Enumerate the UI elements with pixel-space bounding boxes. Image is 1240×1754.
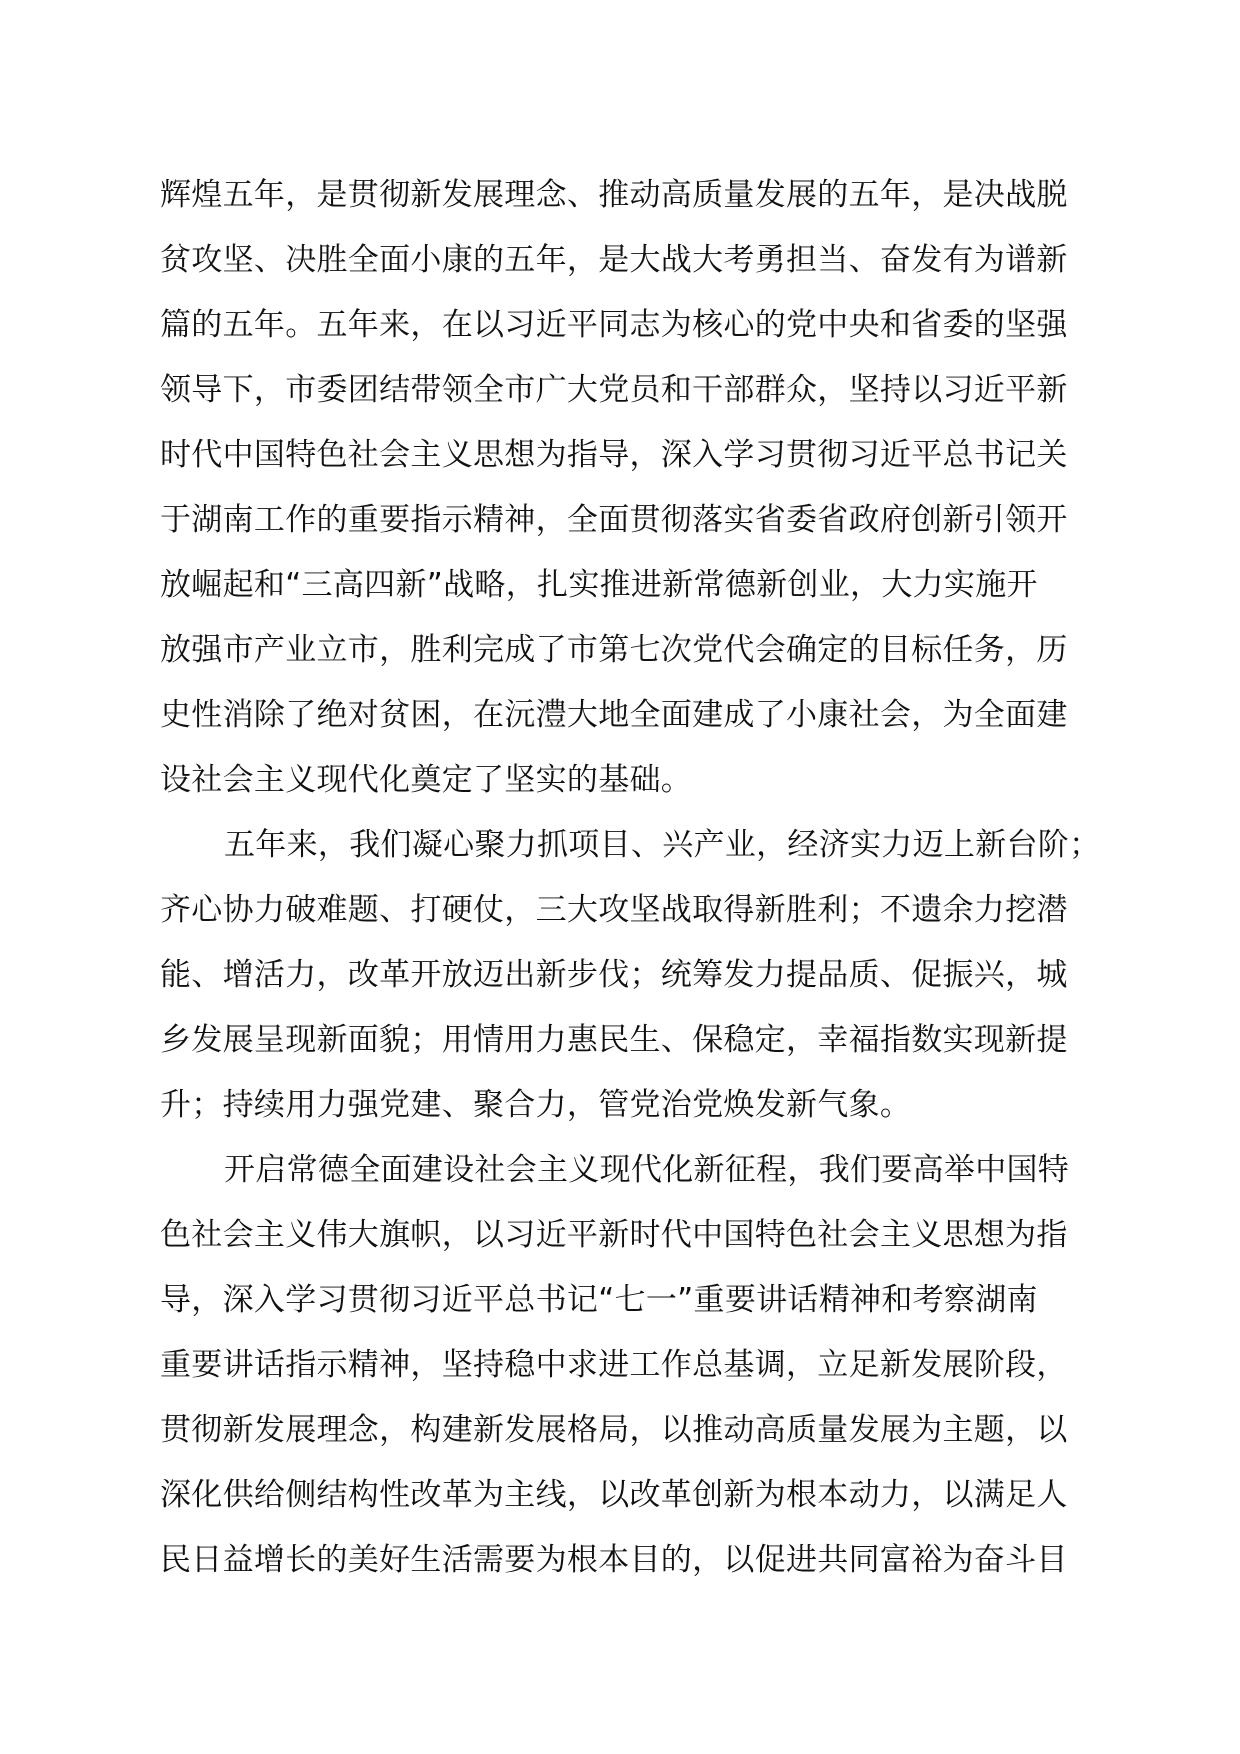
text-line: 贫攻坚、决胜全面小康的五年，是大战大考勇担当、奋发有为谱新 — [160, 242, 1068, 278]
text-line: 篇的五年。五年来，在以习近平同志为核心的党中央和省委的坚强 — [160, 307, 1068, 343]
text-line: 色社会主义伟大旗帜，以习近平新时代中国特色社会主义思想为指 — [160, 1217, 1068, 1253]
text-line: 史性消除了绝对贫困，在沅澧大地全面建成了小康社会，为全面建 — [160, 697, 1068, 733]
text-line: 贯彻新发展理念，构建新发展格局，以推动高质量发展为主题，以 — [160, 1412, 1068, 1448]
text-line: 领导下，市委团结带领全市广大党员和干部群众，坚持以习近平新 — [160, 372, 1068, 408]
text-line: 乡发展呈现新面貌；用情用力惠民生、保稳定，幸福指数实现新提 — [160, 1022, 1068, 1058]
text-line: 民日益增长的美好生活需要为根本目的，以促进共同富裕为奋斗目 — [160, 1542, 1068, 1578]
text-line: 辉煌五年，是贯彻新发展理念、推动高质量发展的五年，是决战脱 — [160, 177, 1068, 213]
text-line: 升；持续用力强党建、聚合力，管党治党焕发新气象。 — [160, 1087, 912, 1123]
paragraph-3 — [160, 1138, 1120, 1593]
text-line: 五年来，我们凝心聚力抓项目、兴产业，经济实力迈上新台阶； — [224, 827, 1101, 863]
text-line: 设社会主义现代化奠定了坚实的基础。 — [160, 762, 693, 798]
text-line: 时代中国特色社会主义思想为指导，深入学习贯彻习近平总书记关 — [160, 437, 1068, 473]
text-line: 放崛起和“三高四新”战略，扎实推进新常德新创业，大力实施开 — [160, 567, 1038, 603]
text-line: 于湖南工作的重要指示精神，全面贯彻落实省委省政府创新引领开 — [160, 502, 1068, 538]
text-line: 导，深入学习贯彻习近平总书记“七一”重要讲话精神和考察湖南 — [160, 1282, 1038, 1318]
text-line: 能、增活力，改革开放迈出新步伐；统筹发力提品质、促振兴，城 — [160, 957, 1068, 993]
text-line: 深化供给侧结构性改革为主线，以改革创新为根本动力，以满足人 — [160, 1477, 1068, 1513]
paragraph-2 — [160, 813, 1120, 1138]
text-line: 开启常德全面建设社会主义现代化新征程，我们要高举中国特 — [224, 1152, 1070, 1188]
text-line: 齐心协力破难题、打硬仗，三大攻坚战取得新胜利；不遗余力挖潜 — [160, 892, 1068, 928]
text-line: 放强市产业立市，胜利完成了市第七次党代会确定的目标任务，历 — [160, 632, 1068, 668]
paragraph-1 — [160, 163, 1120, 813]
text-line: 重要讲话指示精神，坚持稳中求进工作总基调，立足新发展阶段， — [160, 1347, 1068, 1383]
document-body — [160, 163, 1120, 1593]
